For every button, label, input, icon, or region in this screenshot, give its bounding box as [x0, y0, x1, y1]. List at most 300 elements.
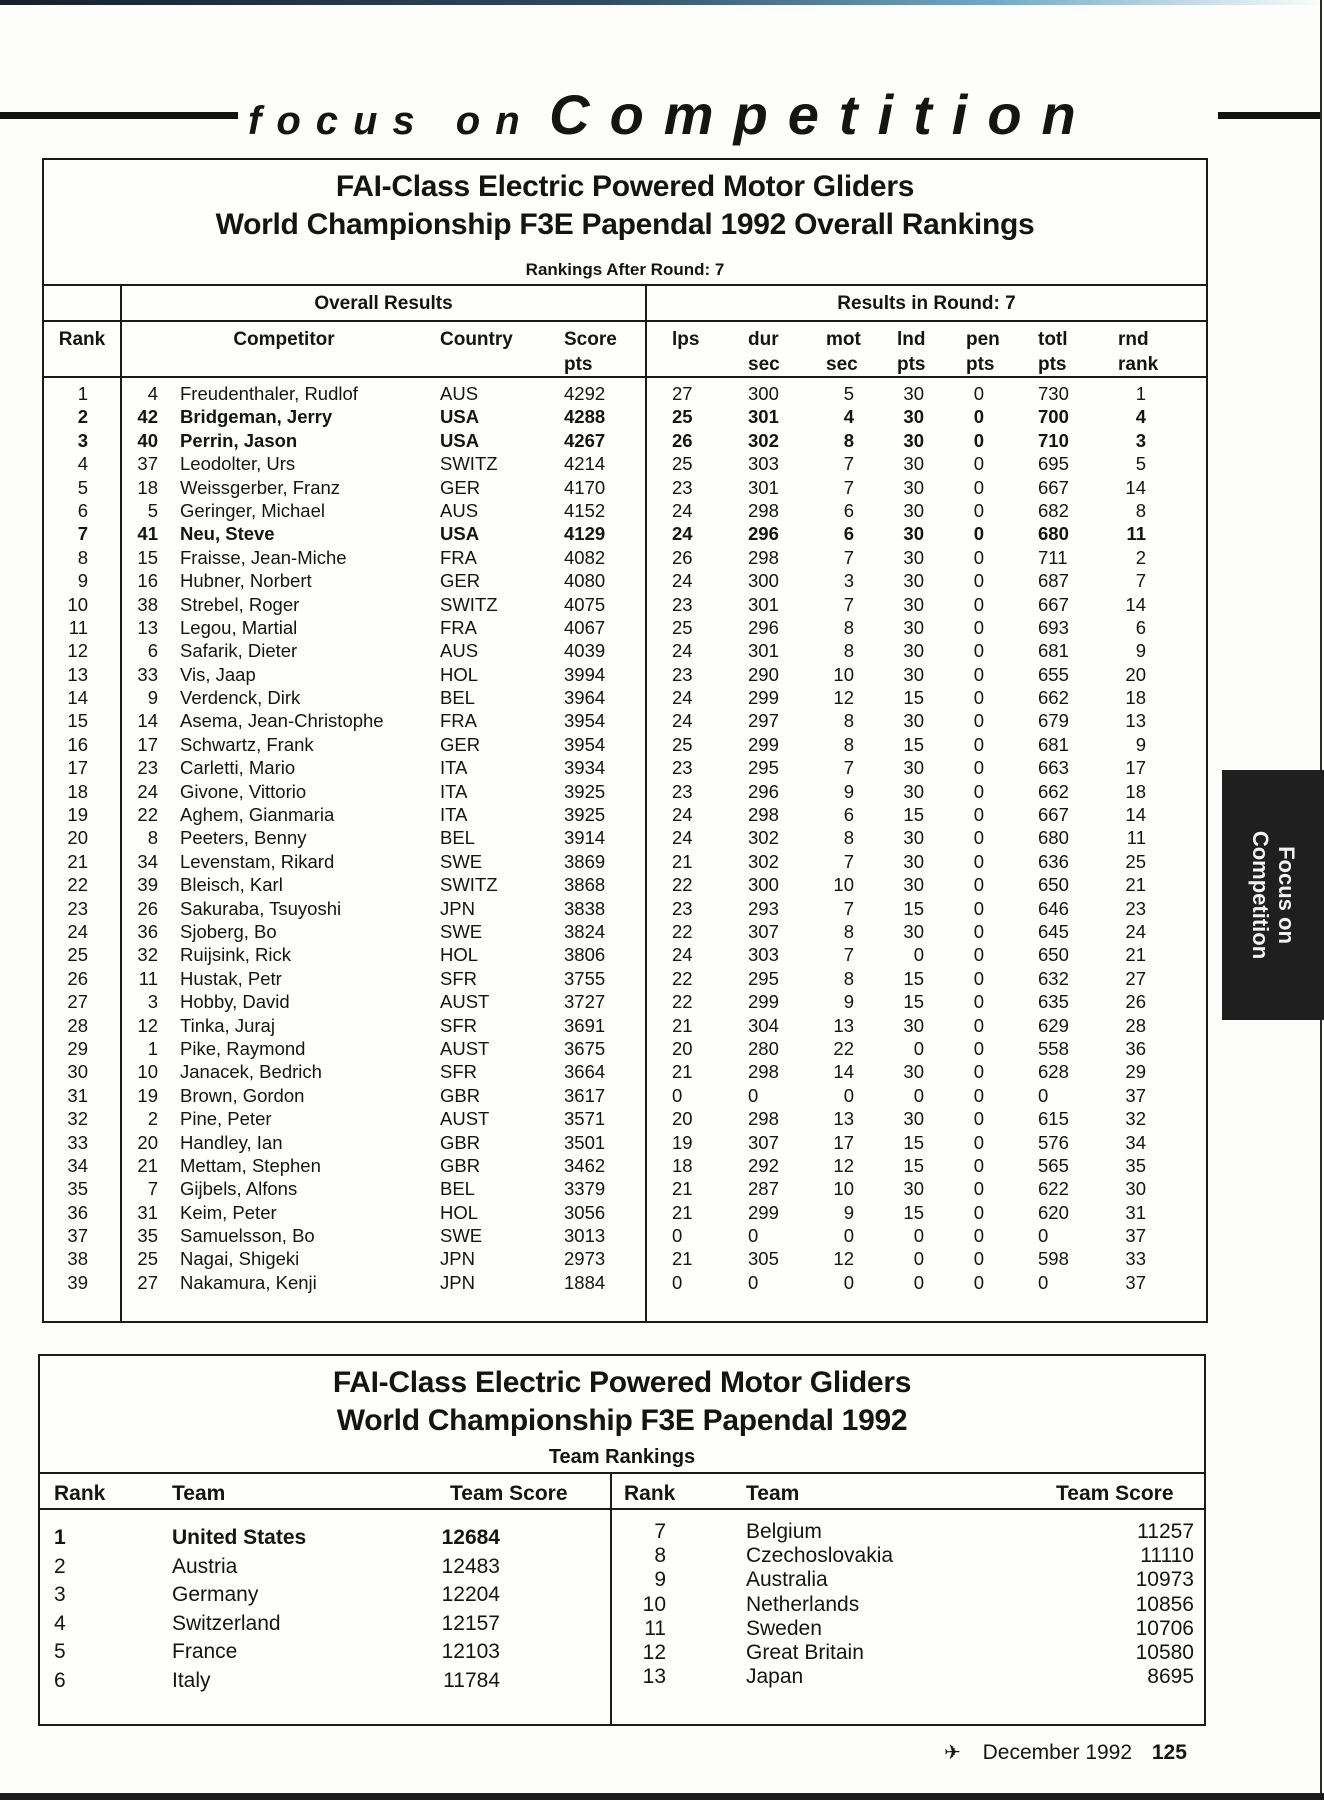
cell-country: AUS [440, 640, 479, 662]
cell-num: 23 [137, 757, 158, 779]
team-score: 10706 [1135, 1616, 1194, 1640]
col-country: Country [440, 329, 513, 350]
cell-lps: 25 [672, 616, 693, 638]
cell-rank: 15 [67, 710, 88, 732]
cell-dur: 287 [748, 1178, 779, 1200]
cell-mot: 8 [843, 827, 854, 849]
cell-lps: 21 [672, 1201, 693, 1223]
cell-rank: 30 [67, 1061, 88, 1083]
cell-rnd: 13 [1125, 710, 1146, 732]
table-row [44, 593, 1206, 616]
table-row [44, 1014, 1206, 1037]
cell-totl: 679 [1038, 710, 1069, 732]
cell-lps: 22 [672, 920, 693, 942]
cell-country: GBR [440, 1154, 481, 1176]
table-row [44, 1084, 1206, 1107]
cell-rnd: 37 [1125, 1084, 1146, 1106]
cell-dur: 0 [748, 1271, 759, 1293]
table-row [44, 522, 1206, 545]
cell-rank: 2 [77, 406, 88, 428]
cell-rnd: 17 [1125, 757, 1146, 779]
cell-pen: 0 [973, 383, 984, 404]
cell-rank: 32 [67, 1108, 88, 1130]
team-team: Sweden [746, 1616, 822, 1640]
cell-totl: 650 [1038, 874, 1069, 896]
cell-totl: 711 [1038, 546, 1068, 568]
cell-lnd: 0 [913, 1271, 924, 1293]
cell-num: 31 [137, 1201, 158, 1223]
cell-score: 3379 [564, 1178, 606, 1200]
group-overall-results: Overall Results [314, 293, 453, 314]
team-team: Czechoslovakia [746, 1544, 894, 1568]
cell-lps: 21 [672, 1014, 693, 1036]
cell-num: 13 [137, 616, 158, 638]
masthead-prefix: focus on [248, 99, 535, 143]
cell-lps: 24 [672, 640, 693, 662]
cell-mot: 7 [843, 476, 854, 498]
team-rank: 10 [642, 1592, 666, 1616]
cell-rank: 26 [67, 967, 88, 989]
team-col-rank-right: Rank [624, 1482, 676, 1505]
cell-pen: 0 [973, 920, 984, 942]
cell-num: 25 [137, 1248, 158, 1270]
cell-name: Nakamura, Kenji [180, 1271, 317, 1293]
cell-lps: 23 [672, 780, 693, 802]
cell-name: Brown, Gordon [180, 1084, 305, 1106]
cell-lnd: 30 [903, 523, 924, 545]
cell-pen: 0 [973, 1248, 984, 1270]
airplane-icon: ✈ [944, 1742, 961, 1764]
cell-name: Freudenthaler, Rudlof [180, 383, 358, 404]
table-row [44, 382, 1206, 405]
cell-score: 3838 [564, 897, 606, 919]
overall-rankings-table [42, 158, 1208, 1323]
cell-totl: 667 [1038, 476, 1069, 498]
cell-dur: 296 [748, 616, 779, 638]
cell-dur: 298 [748, 804, 779, 826]
cell-rank: 12 [67, 640, 88, 662]
cell-name: Asema, Jean-Christophe [180, 710, 384, 732]
cell-score: 4082 [564, 546, 606, 568]
cell-rnd: 21 [1125, 874, 1146, 896]
cell-dur: 298 [748, 1108, 779, 1130]
cell-mot: 13 [833, 1108, 854, 1130]
cell-num: 17 [137, 733, 158, 755]
cell-rnd: 36 [1125, 1037, 1146, 1059]
cell-num: 10 [137, 1061, 158, 1083]
cell-pen: 0 [973, 1131, 984, 1153]
col-dur: dur sec [748, 329, 780, 375]
cell-lnd: 30 [903, 593, 924, 615]
cell-totl: 667 [1038, 593, 1069, 615]
cell-mot: 10 [833, 874, 854, 896]
cell-dur: 307 [748, 920, 779, 942]
table-row [44, 663, 1206, 686]
cell-pen: 0 [973, 1037, 984, 1059]
cell-pen: 0 [973, 780, 984, 802]
cell-totl: 632 [1038, 967, 1069, 989]
section-side-tab [1222, 770, 1324, 1020]
cell-name: Janacek, Bedrich [180, 1061, 322, 1083]
cell-name: Sjoberg, Bo [180, 920, 277, 942]
cell-mot: 13 [833, 1014, 854, 1036]
cell-score: 3675 [564, 1037, 606, 1059]
group-round-results: Results in Round: 7 [837, 293, 1016, 314]
cell-lnd: 0 [913, 1037, 924, 1059]
cell-score: 3869 [564, 850, 606, 872]
cell-totl: 0 [1038, 1225, 1049, 1247]
cell-name: Geringer, Michael [180, 499, 325, 521]
team-score: 12483 [441, 1554, 500, 1578]
cell-rank: 22 [67, 874, 88, 896]
cell-rank: 34 [67, 1154, 88, 1176]
cell-country: GBR [440, 1084, 481, 1106]
cell-lnd: 30 [903, 874, 924, 896]
cell-totl: 730 [1038, 383, 1069, 404]
cell-name: Schwartz, Frank [180, 733, 314, 755]
cell-lps: 23 [672, 663, 693, 685]
cell-dur: 296 [748, 780, 779, 802]
cell-score: 3914 [564, 827, 606, 849]
cell-lnd: 15 [903, 804, 924, 826]
cell-mot: 9 [843, 780, 854, 802]
cell-lps: 18 [672, 1154, 693, 1176]
cell-country: SWE [440, 920, 483, 942]
cell-pen: 0 [973, 1201, 984, 1223]
cell-rnd: 1 [1135, 383, 1146, 404]
cell-mot: 12 [833, 687, 854, 709]
col-lps: lps [672, 329, 700, 350]
cell-rank: 6 [77, 499, 88, 521]
cell-pen: 0 [973, 757, 984, 779]
masthead-section: Competition [549, 83, 1096, 146]
cell-mot: 8 [843, 616, 854, 638]
divider [44, 284, 1206, 286]
team-col-score-right: Team Score [1056, 1482, 1174, 1505]
cell-dur: 299 [748, 733, 779, 755]
cell-lps: 0 [672, 1084, 683, 1106]
team-rankings-table [38, 1354, 1206, 1726]
cell-totl: 681 [1038, 733, 1069, 755]
cell-rnd: 14 [1125, 804, 1146, 826]
cell-lnd: 30 [903, 406, 924, 428]
cell-dur: 298 [748, 499, 779, 521]
cell-lps: 22 [672, 874, 693, 896]
table-row [44, 803, 1206, 826]
team-team: Germany [172, 1583, 259, 1606]
cell-totl: 680 [1038, 523, 1069, 545]
team-rank: 13 [642, 1665, 666, 1689]
cell-lps: 26 [672, 546, 693, 568]
overall-subtitle: Rankings After Round: 7 [525, 260, 725, 279]
cell-pen: 0 [973, 991, 984, 1013]
cell-mot: 7 [843, 897, 854, 919]
team-team: Great Britain [746, 1641, 864, 1664]
cell-country: HOL [440, 663, 479, 685]
divider [40, 1508, 1204, 1510]
cell-mot: 7 [843, 850, 854, 872]
cell-country: GBR [440, 1131, 481, 1153]
cell-name: Bleisch, Karl [180, 874, 283, 896]
cell-score: 4067 [564, 616, 606, 638]
team-team: Italy [172, 1668, 211, 1692]
cell-country: GER [440, 570, 481, 592]
cell-num: 40 [137, 429, 158, 451]
team-score: 12157 [441, 1611, 500, 1635]
cell-rnd: 37 [1125, 1271, 1146, 1293]
issue-date: December 1992 [982, 1741, 1133, 1764]
cell-rnd: 34 [1125, 1131, 1146, 1153]
cell-totl: 681 [1038, 640, 1069, 662]
team-rank: 1 [54, 1526, 66, 1549]
cell-dur: 299 [748, 1201, 779, 1223]
table-row [44, 499, 1206, 522]
cell-rank: 19 [67, 804, 88, 826]
cell-rnd: 28 [1125, 1014, 1146, 1036]
cell-lnd: 15 [903, 991, 924, 1013]
cell-dur: 290 [748, 663, 779, 685]
team-score: 11110 [1140, 1544, 1194, 1568]
cell-score: 4075 [564, 593, 606, 615]
table-row [44, 686, 1206, 709]
team-rank: 9 [654, 1568, 666, 1592]
table-row [44, 943, 1206, 966]
cell-num: 18 [137, 476, 158, 498]
team-rank: 12 [642, 1641, 666, 1664]
cell-country: USA [440, 429, 480, 451]
cell-totl: 695 [1038, 453, 1069, 475]
cell-country: ITA [440, 780, 468, 802]
cell-name: Hustak, Petr [180, 967, 282, 989]
cell-country: USA [440, 523, 480, 545]
table-row [44, 1107, 1206, 1130]
cell-rnd: 5 [1135, 453, 1146, 475]
cell-lnd: 0 [913, 1084, 924, 1106]
cell-totl: 622 [1038, 1178, 1069, 1200]
cell-rank: 3 [77, 429, 88, 451]
team-score: 12684 [441, 1526, 500, 1549]
masthead-title [248, 82, 1096, 147]
cell-score: 4292 [564, 383, 606, 404]
cell-mot: 0 [843, 1271, 854, 1293]
cell-name: Handley, Ian [180, 1131, 283, 1153]
cell-lnd: 0 [913, 944, 924, 966]
cell-country: SWITZ [440, 874, 498, 896]
cell-name: Nagai, Shigeki [180, 1248, 300, 1270]
cell-num: 42 [137, 406, 158, 428]
cell-num: 8 [147, 827, 158, 849]
cell-mot: 6 [843, 804, 854, 826]
cell-lps: 0 [672, 1271, 683, 1293]
cell-lnd: 15 [903, 1154, 924, 1176]
cell-country: FRA [440, 710, 477, 732]
cell-dur: 299 [748, 991, 779, 1013]
cell-totl: 635 [1038, 991, 1069, 1013]
cell-lnd: 30 [903, 453, 924, 475]
cell-dur: 293 [748, 897, 779, 919]
cell-lnd: 0 [913, 1225, 924, 1247]
cell-lps: 24 [672, 944, 693, 966]
cell-num: 2 [147, 1108, 158, 1130]
page-number: 125 [1151, 1741, 1187, 1764]
cell-score: 4288 [564, 406, 606, 428]
cell-lnd: 30 [903, 1178, 924, 1200]
cell-country: SWITZ [440, 453, 498, 475]
cell-country: BEL [440, 687, 475, 709]
cell-score: 3727 [564, 991, 606, 1013]
cell-score: 2973 [564, 1248, 606, 1270]
cell-rnd: 9 [1135, 640, 1146, 662]
cell-country: AUST [440, 991, 490, 1013]
side-tab-label: Focus on Competition [1248, 830, 1299, 960]
col-competitor: Competitor [233, 329, 335, 350]
table-row [44, 616, 1206, 639]
cell-lnd: 30 [903, 757, 924, 779]
cell-pen: 0 [973, 499, 984, 521]
team-rank: 6 [54, 1668, 66, 1692]
cell-country: JPN [440, 897, 475, 919]
cell-score: 3954 [564, 733, 606, 755]
cell-rnd: 29 [1125, 1061, 1146, 1083]
cell-lps: 24 [672, 523, 693, 545]
cell-rnd: 25 [1125, 850, 1146, 872]
cell-lnd: 30 [903, 1014, 924, 1036]
cell-rank: 33 [67, 1131, 88, 1153]
cell-mot: 7 [843, 757, 854, 779]
cell-mot: 6 [843, 499, 854, 521]
team-score: 11784 [443, 1668, 500, 1692]
cell-name: Keim, Peter [180, 1201, 277, 1223]
cell-rnd: 3 [1135, 429, 1146, 451]
table-row [44, 1201, 1206, 1224]
cell-score: 3755 [564, 967, 606, 989]
cell-mot: 9 [843, 1201, 854, 1223]
cell-rnd: 31 [1125, 1201, 1146, 1223]
team-rank: 8 [654, 1544, 666, 1568]
cell-name: Mettam, Stephen [180, 1154, 321, 1176]
cell-lnd: 30 [903, 850, 924, 872]
cell-dur: 305 [748, 1248, 779, 1270]
cell-num: 4 [147, 383, 158, 404]
cell-totl: 650 [1038, 944, 1069, 966]
cell-dur: 300 [748, 383, 779, 404]
cell-lnd: 15 [903, 1201, 924, 1223]
cell-rnd: 26 [1125, 991, 1146, 1013]
cell-name: Pine, Peter [180, 1108, 272, 1130]
cell-lnd: 30 [903, 920, 924, 942]
table-row [44, 920, 1206, 943]
cell-totl: 558 [1038, 1037, 1069, 1059]
cell-name: Peeters, Benny [180, 827, 307, 849]
cell-score: 4214 [564, 453, 606, 475]
page-footer [944, 1740, 1187, 1765]
cell-pen: 0 [973, 1108, 984, 1130]
cell-name: Weissgerber, Franz [180, 476, 341, 498]
cell-rnd: 30 [1125, 1178, 1146, 1200]
team-rank: 4 [54, 1611, 66, 1635]
cell-lps: 26 [672, 429, 693, 451]
cell-name: Aghem, Gianmaria [180, 804, 335, 826]
cell-lnd: 15 [903, 733, 924, 755]
cell-mot: 9 [843, 991, 854, 1013]
cell-score: 3868 [564, 874, 606, 896]
cell-lnd: 30 [903, 429, 924, 451]
cell-country: SFR [440, 967, 477, 989]
team-team: Switzerland [172, 1611, 281, 1635]
cell-pen: 0 [973, 944, 984, 966]
cell-country: SWE [440, 850, 483, 872]
cell-lnd: 30 [903, 499, 924, 521]
cell-num: 24 [137, 780, 158, 802]
cell-lnd: 0 [913, 1248, 924, 1270]
table-row [44, 639, 1206, 662]
team-rank: 3 [54, 1583, 66, 1606]
cell-score: 3964 [564, 687, 606, 709]
cell-totl: 0 [1038, 1271, 1049, 1293]
cell-dur: 302 [748, 850, 779, 872]
cell-totl: 700 [1038, 406, 1069, 428]
cell-rnd: 6 [1135, 616, 1146, 638]
cell-name: Gijbels, Alfons [180, 1178, 298, 1200]
cell-totl: 687 [1038, 570, 1069, 592]
cell-rnd: 23 [1125, 897, 1146, 919]
masthead-rule-right [1218, 112, 1320, 119]
cell-score: 3934 [564, 757, 606, 779]
cell-lps: 24 [672, 710, 693, 732]
cell-name: Samuelsson, Bo [180, 1225, 315, 1247]
cell-lps: 24 [672, 804, 693, 826]
cell-totl: 682 [1038, 499, 1069, 521]
cell-totl: 655 [1038, 663, 1069, 685]
cell-lps: 24 [672, 570, 693, 592]
cell-name: Pike, Raymond [180, 1037, 306, 1059]
cell-mot: 0 [843, 1084, 854, 1106]
overall-title-line1: FAI-Class Electric Powered Motor Gliders [335, 170, 915, 203]
cell-mot: 7 [843, 546, 854, 568]
masthead-rule-left [0, 112, 238, 119]
cell-rank: 16 [67, 733, 88, 755]
cell-rank: 37 [67, 1225, 88, 1247]
cell-num: 1 [147, 1037, 158, 1059]
cell-mot: 14 [833, 1061, 854, 1083]
cell-pen: 0 [973, 850, 984, 872]
cell-rank: 18 [67, 780, 88, 802]
cell-country: ITA [440, 757, 468, 779]
team-col-team-left: Team [172, 1482, 226, 1505]
cell-rnd: 18 [1125, 780, 1146, 802]
cell-score: 4080 [564, 570, 606, 592]
cell-mot: 7 [843, 944, 854, 966]
cell-pen: 0 [973, 593, 984, 615]
cell-mot: 0 [843, 1225, 854, 1247]
table-row [44, 990, 1206, 1013]
cell-score: 4267 [564, 429, 606, 451]
cell-pen: 0 [973, 1084, 984, 1106]
cell-lps: 21 [672, 1061, 693, 1083]
cell-name: Givone, Vittorio [180, 780, 307, 802]
team-rank: 2 [54, 1554, 66, 1578]
cell-lnd: 30 [903, 616, 924, 638]
table-row [44, 967, 1206, 990]
cell-lnd: 15 [903, 897, 924, 919]
cell-pen: 0 [973, 640, 984, 662]
cell-rank: 25 [67, 944, 88, 966]
cell-score: 3056 [564, 1201, 606, 1223]
cell-rank: 31 [67, 1084, 88, 1106]
table-row [44, 850, 1206, 873]
team-col-score-left: Team Score [450, 1482, 568, 1505]
cell-mot: 10 [833, 663, 854, 685]
